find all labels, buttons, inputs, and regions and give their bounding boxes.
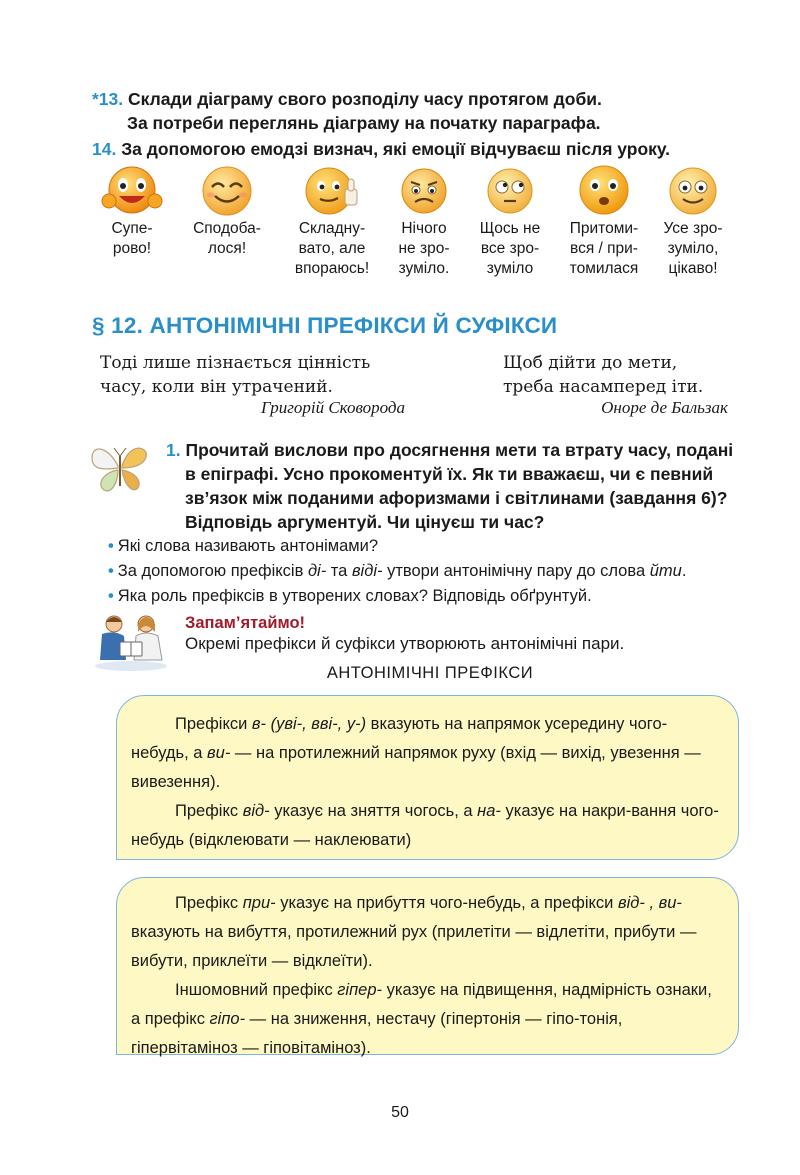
- tired-emoji-icon: [573, 163, 635, 217]
- task-1-number: 1.: [166, 440, 181, 460]
- task-13-number: *13.: [92, 89, 124, 109]
- emoji-label-line: Щось не: [479, 220, 541, 237]
- prefixes-heading: АНТОНІМІЧНІ ПРЕФІКСИ: [326, 664, 534, 682]
- rule-box-2: [116, 877, 739, 1055]
- emoji-option-3[interactable]: [286, 163, 378, 279]
- task-1-line1: Прочитай вислови про досягнення мети та втрату часу, подані: [185, 440, 734, 460]
- task-1-line4: Відповідь аргументуй. Чи цінуєш ти час?: [185, 512, 545, 532]
- bullet-item: • За допомогою префіксів ді- та віді- утвори антонімічну пару до слова йти.: [108, 562, 687, 580]
- remember-text: Окремі префікси й суфікси утворюють антонімічні пари.: [185, 634, 625, 653]
- butterfly-icon: [88, 440, 152, 494]
- task-14-number: 14.: [92, 139, 117, 159]
- emoji-label-line: лося!: [207, 240, 247, 257]
- bullet-item: • Яка роль префіксів в утворених словах? Відповідь обґрунтуй.: [108, 587, 592, 605]
- emoji-label-line: Супе-: [111, 220, 153, 237]
- emoji-label-line: Сподоба-: [193, 220, 261, 237]
- thumbs-up-emoji-icon: [301, 163, 363, 217]
- emoji-label-line: зуміло.: [398, 260, 450, 277]
- rule-box-2-para-1: Префікс при- указує на прибуття чого-небудь, а префікси від- , ви- вказують на вибуття, протилежний рух (прилетіти — відлетіти, прибути — вибути, приклеїти — відклеїти).: [131, 894, 697, 970]
- epigraph-right-line2: треба насамперед іти.: [503, 377, 704, 397]
- excited-emoji-icon: [101, 163, 163, 217]
- section-title: § 12. АНТОНІМІЧНІ ПРЕФІКСИ Й СУФІКСИ: [92, 313, 558, 338]
- emoji-option-7[interactable]: [654, 163, 732, 279]
- emoji-label-line: рово!: [112, 240, 152, 257]
- task-1-line2: в епіграфі. Усно прокоментуй їх. Як ти вважаєш, чи є певний: [185, 464, 714, 484]
- task-13: [92, 87, 602, 112]
- happy-emoji-icon: [196, 163, 258, 217]
- thinking-emoji-icon: [479, 163, 541, 217]
- emoji-label-line: Притоми-: [569, 220, 639, 237]
- rule-box-1-para-1: Префікси в- (уві-, вві-, у-) вказують на напрямок усередину чого-небудь, а ви- — на протилежний напрямок руху (вхід — вихід, увезення — вивезення).: [131, 715, 701, 791]
- task-13-line2: За потреби переглянь діаграму на початку параграфа.: [127, 113, 601, 133]
- emoji-row: [92, 163, 732, 278]
- epigraph-right-line1: Щоб дійти до мети,: [503, 353, 678, 373]
- emoji-label-line: зуміло,: [667, 240, 719, 257]
- emoji-label-line: вся / при-: [570, 240, 638, 257]
- bullet-list: [108, 534, 686, 609]
- task-13-line1: Склади діаграму свого розподілу часу протягом доби.: [128, 89, 602, 109]
- rule-box-1-para-2: Префікс від- указує на зняття чогось, а на- указує на накри-вання чого-небудь (відклеювати — наклеювати): [131, 802, 719, 849]
- emoji-label-line: Усе зро-: [663, 220, 723, 237]
- rule-box-1: [116, 695, 739, 860]
- task-14: [92, 137, 670, 162]
- epigraph-left-line2: часу, коли він утрачений.: [100, 377, 333, 397]
- rule-box-2-para-2: Іншомовний префікс гіпер- указує на підвищення, надмірність ознаки, а префікс гіпо- — на зниження, нестачу (гіпертонія — гіпо-тонія, гіпервітаміноз — гіповітаміноз).: [131, 981, 712, 1057]
- page-number: 50: [391, 1104, 409, 1121]
- task-14-text: За допомогою емодзі визнач, які емоції відчуваєш після уроку.: [121, 139, 670, 159]
- confused-emoji-icon: [393, 163, 455, 217]
- remember-title: Запам’ятаймо!: [185, 614, 306, 632]
- emoji-option-4[interactable]: [390, 163, 458, 279]
- emoji-option-2[interactable]: [185, 163, 269, 259]
- pleased-emoji-icon: [662, 163, 724, 217]
- epigraph-left: [100, 351, 370, 399]
- epigraph-left-line1: Тоді лише пізнається цінність: [100, 353, 371, 373]
- emoji-label-line: цікаво!: [668, 260, 718, 277]
- epigraph-right: [503, 351, 703, 399]
- emoji-option-5[interactable]: [470, 163, 550, 279]
- emoji-label-line: Складну-: [298, 220, 366, 237]
- emoji-option-6[interactable]: [559, 163, 649, 279]
- emoji-label-line: не зро-: [398, 240, 450, 257]
- epigraph-right-author: Оноре де Бальзак: [601, 398, 728, 417]
- emoji-label-line: вато, але: [298, 240, 366, 257]
- emoji-option-1[interactable]: [92, 163, 172, 259]
- task-1: [166, 438, 733, 463]
- bullet-item: • Які слова називають антонімами?: [108, 537, 379, 555]
- students-reading-icon: [92, 610, 170, 672]
- epigraph-left-author: Григорій Сковорода: [261, 398, 405, 417]
- emoji-label-line: Нічого: [401, 220, 447, 237]
- emoji-label-line: зуміло: [486, 260, 534, 277]
- emoji-label-line: впораюсь!: [294, 260, 370, 277]
- emoji-label-line: томилася: [569, 260, 639, 277]
- emoji-label-line: все зро-: [480, 240, 540, 257]
- task-1-line3: зв’язок між поданими афоризмами і світлинами (завдання 6)?: [185, 488, 728, 508]
